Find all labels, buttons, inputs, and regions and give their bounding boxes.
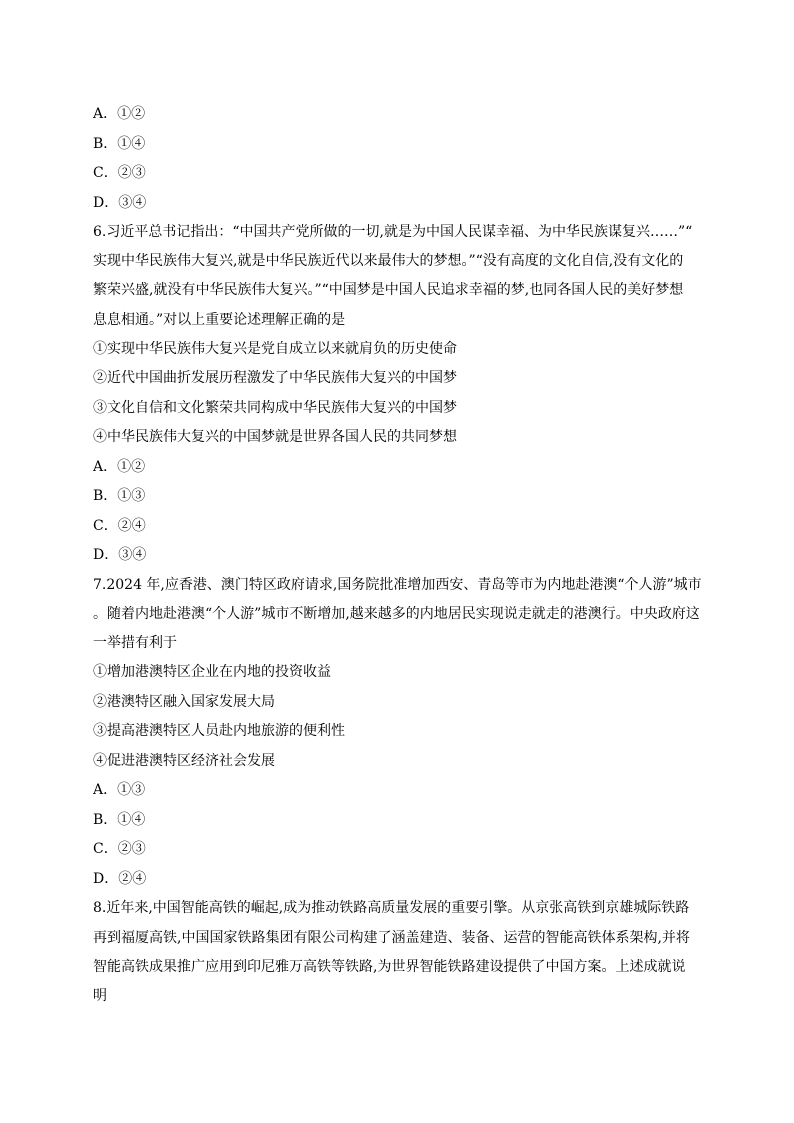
option-d: D．③④ — [93, 194, 147, 211]
question-stem-line: 明 — [93, 987, 107, 1004]
statement-3: ③提高港澳特区人员赴内地旅游的便利性 — [93, 723, 345, 740]
statement-1: ①实现中华民族伟大复兴是党自成立以来就肩负的历史使命 — [93, 340, 457, 357]
statement-4: ④中华民族伟大复兴的中国梦就是世界各国人民的共同梦想 — [93, 429, 457, 446]
exam-page — [93, 100, 705, 1011]
question-stem-line: 6.习近平总书记指出：“中国共产党所做的一切,就是为中国人民谋幸福、为中华民族谋复兴……”“ — [93, 224, 693, 240]
statement-2: ②近代中国曲折发展历程激发了中华民族伟大复兴的中国梦 — [93, 370, 457, 387]
question-stem-line: 智能高铁成果推广应用到印尼雅万高铁等铁路,为世界智能铁路建设提供了中国方案。上述成就说 — [93, 958, 686, 975]
statement-3: ③文化自信和文化繁荣共同构成中华民族伟大复兴的中国梦 — [93, 399, 457, 416]
question-stem-line: 7.2024 年,应香港、澳门特区政府请求,国务院批准增加西安、青岛等市为内地赴港澳“个人游”城市 — [93, 576, 702, 593]
option-c: C．②③ — [93, 841, 146, 858]
option-a: A．①③ — [93, 782, 146, 799]
option-a: A．①② — [93, 458, 146, 475]
question-stem-line: 一举措有利于 — [93, 635, 177, 652]
question-stem-line: 繁荣兴盛,就没有中华民族伟大复兴。”“中国梦是中国人民追求幸福的梦,也同各国人民的美好梦想 — [93, 282, 684, 299]
question-stem-line: 再到福厦高铁,中国国家铁路集团有限公司构建了涵盖建造、装备、运营的智能高铁体系架构,并将 — [93, 929, 690, 946]
option-a: A．①② — [93, 106, 146, 122]
question-5-options — [93, 100, 705, 218]
question-stem-line: 息息相通。”对以上重要论述理解正确的是 — [93, 311, 346, 328]
option-c: C．②④ — [93, 517, 146, 534]
question-7 — [93, 571, 705, 895]
option-d: D．③④ — [93, 547, 147, 564]
question-8 — [93, 894, 705, 1011]
option-b: B．①③ — [93, 488, 146, 505]
option-c: C．②③ — [93, 165, 146, 181]
option-b: B．①④ — [93, 135, 146, 152]
question-stem-line: 。随着内地赴港澳“个人游”城市不断增加,越来越多的内地居民实现说走就走的港澳行。中央政府这 — [93, 605, 700, 622]
question-6 — [93, 218, 705, 571]
statement-1: ①增加港澳特区企业在内地的投资收益 — [93, 664, 331, 681]
question-stem-line: 8.近年来,中国智能高铁的崛起,成为推动铁路高质量发展的重要引擎。从京张高铁到京雄城际铁路 — [93, 900, 690, 917]
option-b: B．①④ — [93, 811, 146, 828]
question-stem-line: 实现中华民族伟大复兴,就是中华民族近代以来最伟大的梦想。”“没有高度的文化自信,没有文化的 — [93, 253, 684, 270]
statement-2: ②港澳特区融入国家发展大局 — [93, 693, 275, 710]
option-d: D．②④ — [93, 870, 147, 887]
statement-4: ④促进港澳特区经济社会发展 — [93, 752, 275, 769]
